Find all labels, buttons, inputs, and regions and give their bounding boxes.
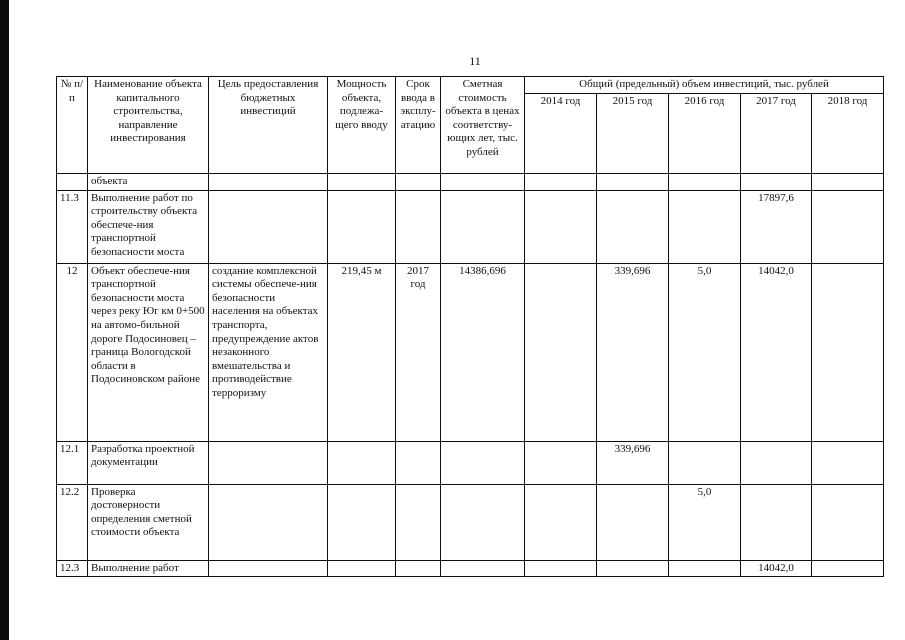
row-capacity [328, 560, 396, 577]
row-purpose [209, 441, 328, 484]
row-term [396, 560, 441, 577]
table-row [57, 484, 884, 560]
header-year-2018: 2018 год [812, 94, 884, 174]
header-year-2014: 2014 год [525, 94, 597, 174]
row-2016 [669, 560, 741, 577]
row-name: Разработка проектной документации [88, 441, 209, 484]
header-year-2016: 2016 год [669, 94, 741, 174]
row-num: 12.3 [57, 560, 88, 577]
row-2018 [812, 560, 884, 577]
header-term: Срок ввода в эксплу-атацию [396, 77, 441, 174]
row-name: Объект обеспече-ния транспортной безопасности моста через реку Юг км 0+500 на автомо-бильной дороге Подосиновец – граница Вологодской области в Подосиновском районе [88, 263, 209, 441]
row-capacity: 219,45 м [328, 263, 396, 441]
row-2016: 5,0 [669, 484, 741, 560]
row-purpose: создание комплексной системы обеспече-ния безопасности населения на объектах транспорта, предупреждение актов незаконного вмешательства и противодействие терроризму [209, 263, 328, 441]
row-capacity [328, 174, 396, 191]
row-2014 [525, 560, 597, 577]
header-year-2017: 2017 год [741, 94, 812, 174]
row-cost: 14386,696 [441, 263, 525, 441]
row-2017 [741, 484, 812, 560]
row-term [396, 190, 441, 263]
row-2016 [669, 174, 741, 191]
table-row [57, 441, 884, 484]
row-cost [441, 174, 525, 191]
page-number: 11 [469, 54, 481, 68]
row-2017 [741, 441, 812, 484]
row-2016 [669, 441, 741, 484]
row-cost [441, 560, 525, 577]
header-purpose: Цель предоставления бюджетных инвестиций [209, 77, 328, 174]
row-cost [441, 441, 525, 484]
header-cost: Сметная стоимость объекта в ценах соответству-ющих лет, тыс. рублей [441, 77, 525, 174]
row-num [57, 174, 88, 191]
row-purpose [209, 484, 328, 560]
scan-edge-bar [0, 0, 9, 640]
row-2015 [597, 190, 669, 263]
table-row [57, 560, 884, 577]
row-2015 [597, 560, 669, 577]
row-purpose [209, 190, 328, 263]
row-name: Выполнение работ [88, 560, 209, 577]
row-2017: 14042,0 [741, 560, 812, 577]
row-num: 12.2 [57, 484, 88, 560]
row-2015 [597, 484, 669, 560]
investment-table [56, 76, 884, 577]
row-capacity [328, 484, 396, 560]
row-term: 2017 год [396, 263, 441, 441]
row-capacity [328, 190, 396, 263]
row-2018 [812, 484, 884, 560]
row-name: объекта [88, 174, 209, 191]
header-name: Наименование объекта капитального строительства, направление инвестирования [88, 77, 209, 174]
row-2014 [525, 484, 597, 560]
row-2015 [597, 174, 669, 191]
row-2016 [669, 190, 741, 263]
table-row [57, 263, 884, 441]
row-2018 [812, 174, 884, 191]
row-num: 12.1 [57, 441, 88, 484]
row-2014 [525, 174, 597, 191]
row-term [396, 484, 441, 560]
row-num: 11.3 [57, 190, 88, 263]
row-2015: 339,696 [597, 263, 669, 441]
row-2015: 339,696 [597, 441, 669, 484]
row-num: 12 [57, 263, 88, 441]
row-name: Проверка достоверности определения сметной стоимости объекта [88, 484, 209, 560]
row-2018 [812, 263, 884, 441]
row-purpose [209, 174, 328, 191]
row-2014 [525, 263, 597, 441]
row-2017: 14042,0 [741, 263, 812, 441]
row-2018 [812, 190, 884, 263]
row-purpose [209, 560, 328, 577]
row-name: Выполнение работ по строительству объекта обеспече-ния транспортной безопасности моста [88, 190, 209, 263]
header-year-2015: 2015 год [597, 94, 669, 174]
header-capacity: Мощность объекта, подлежа-щего вводу [328, 77, 396, 174]
row-2017 [741, 174, 812, 191]
row-term [396, 441, 441, 484]
table-row [57, 174, 884, 191]
header-num: № п/п [57, 77, 88, 174]
row-cost [441, 190, 525, 263]
header-investment: Общий (предельный) объем инвестиций, тыс. рублей [525, 77, 884, 94]
row-2017: 17897,6 [741, 190, 812, 263]
row-term [396, 174, 441, 191]
row-cost [441, 484, 525, 560]
row-capacity [328, 441, 396, 484]
table-row [57, 190, 884, 263]
row-2016: 5,0 [669, 263, 741, 441]
row-2014 [525, 441, 597, 484]
header-row [57, 77, 884, 94]
row-2014 [525, 190, 597, 263]
row-2018 [812, 441, 884, 484]
